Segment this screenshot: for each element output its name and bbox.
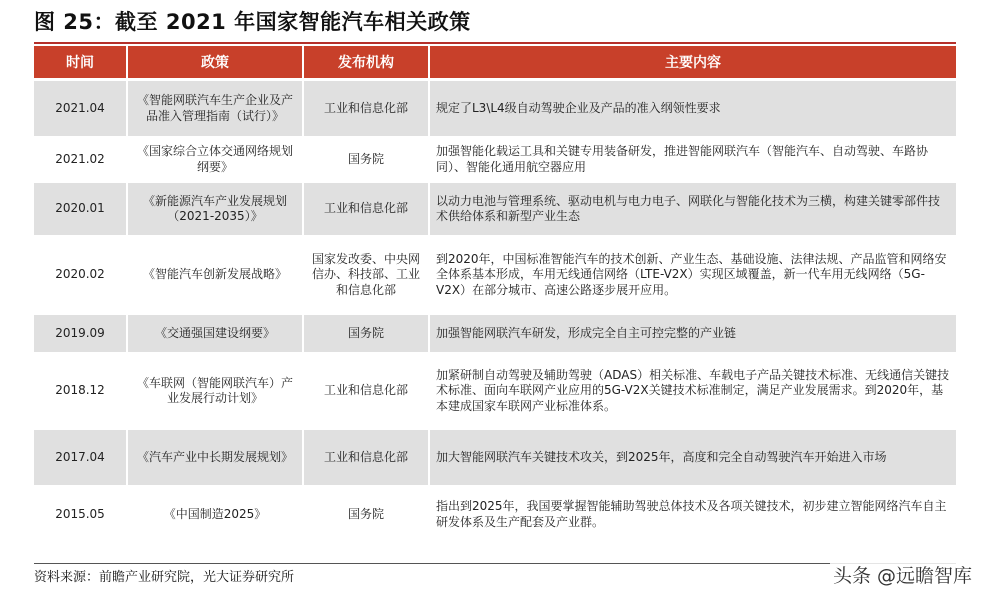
cell-policy: 《国家综合立体交通网络规划纲要》 [128,136,304,180]
cell-policy: 《交通强国建设纲要》 [128,312,304,352]
cell-content: 加紧研制自动驾驶及辅助驾驶（ADAS）相关标准、车载电子产品关键技术标准、无线通信关键技术标准、面向车联网产业应用的5G-V2X关键技术标准制定，满足产业发展需求。到2020年，基本建成国家车联网产业标准体系。 [430,352,956,427]
header-content: 主要内容 [430,46,956,78]
cell-time: 2019.09 [34,312,128,352]
cell-content: 加强智能网联汽车研发，形成完全自主可控完整的产业链 [430,312,956,352]
table-row [34,312,956,352]
cell-time: 2018.12 [34,352,128,427]
cell-time: 2021.04 [34,78,128,136]
cell-content: 规定了L3\L4级自动驾驶企业及产品的准入纲领性要求 [430,78,956,136]
cell-content: 以动力电池与管理系统、驱动电机与电力电子、网联化与智能化技术为三横，构建关键零部件技术供给体系和新型产业生态 [430,180,956,235]
cell-agency: 工业和信息化部 [304,427,430,485]
cell-content: 到2020年，中国标准智能汽车的技术创新、产业生态、基础设施、法律法规、产品监管和网络安全体系基本形成，车用无线通信网络（LTE-V2X）实现区域覆盖，新一代车用无线网络（5G-V2X）在部分城市、高速公路逐步展开应用。 [430,235,956,312]
header-policy: 政策 [128,46,304,78]
cell-agency: 国家发改委、中央网信办、科技部、工业和信息化部 [304,235,430,312]
header-time: 时间 [34,46,128,78]
cell-content: 指出到2025年，我国要掌握智能辅助驾驶总体技术及各项关键技术，初步建立智能网络汽车自主研发体系及生产配套及产业群。 [430,485,956,541]
cell-agency: 国务院 [304,485,430,541]
cell-agency: 工业和信息化部 [304,352,430,427]
cell-time: 2020.01 [34,180,128,235]
cell-content: 加大智能网联汽车关键技术攻关，到2025年，高度和完全自动驾驶汽车开始进入市场 [430,427,956,485]
cell-agency: 工业和信息化部 [304,180,430,235]
cell-agency: 工业和信息化部 [304,78,430,136]
cell-policy: 《智能网联汽车生产企业及产品准入管理指南（试行）》 [128,78,304,136]
table-row [34,136,956,180]
cell-policy: 《汽车产业中长期发展规划》 [128,427,304,485]
watermark: 头条 @远瞻智库 [830,561,975,588]
table-row [34,352,956,427]
cell-policy: 《新能源汽车产业发展规划（2021-2035）》 [128,180,304,235]
table-row [34,180,956,235]
cell-policy: 《车联网（智能网联汽车）产业发展行动计划》 [128,352,304,427]
table-header-row [34,46,956,78]
bottom-rule [34,563,956,564]
cell-policy: 《中国制造2025》 [128,485,304,541]
table-row [34,485,956,541]
cell-time: 2020.02 [34,235,128,312]
cell-agency: 国务院 [304,136,430,180]
cell-policy: 《智能汽车创新发展战略》 [128,235,304,312]
policy-table [34,46,956,541]
source-note: 资料来源：前瞻产业研究院，光大证券研究所 [34,570,295,585]
table-row [34,78,956,136]
header-agency: 发布机构 [304,46,430,78]
title-rule [34,42,956,44]
figure-title: 图 25：截至 2021 年国家智能汽车相关政策 [34,10,471,34]
cell-time: 2015.05 [34,485,128,541]
table-row [34,427,956,485]
cell-content: 加强智能化载运工具和关键专用装备研发，推进智能网联汽车（智能汽车、自动驾驶、车路协同）、智能化通用航空器应用 [430,136,956,180]
table-row [34,235,956,312]
cell-time: 2017.04 [34,427,128,485]
cell-agency: 国务院 [304,312,430,352]
cell-time: 2021.02 [34,136,128,180]
